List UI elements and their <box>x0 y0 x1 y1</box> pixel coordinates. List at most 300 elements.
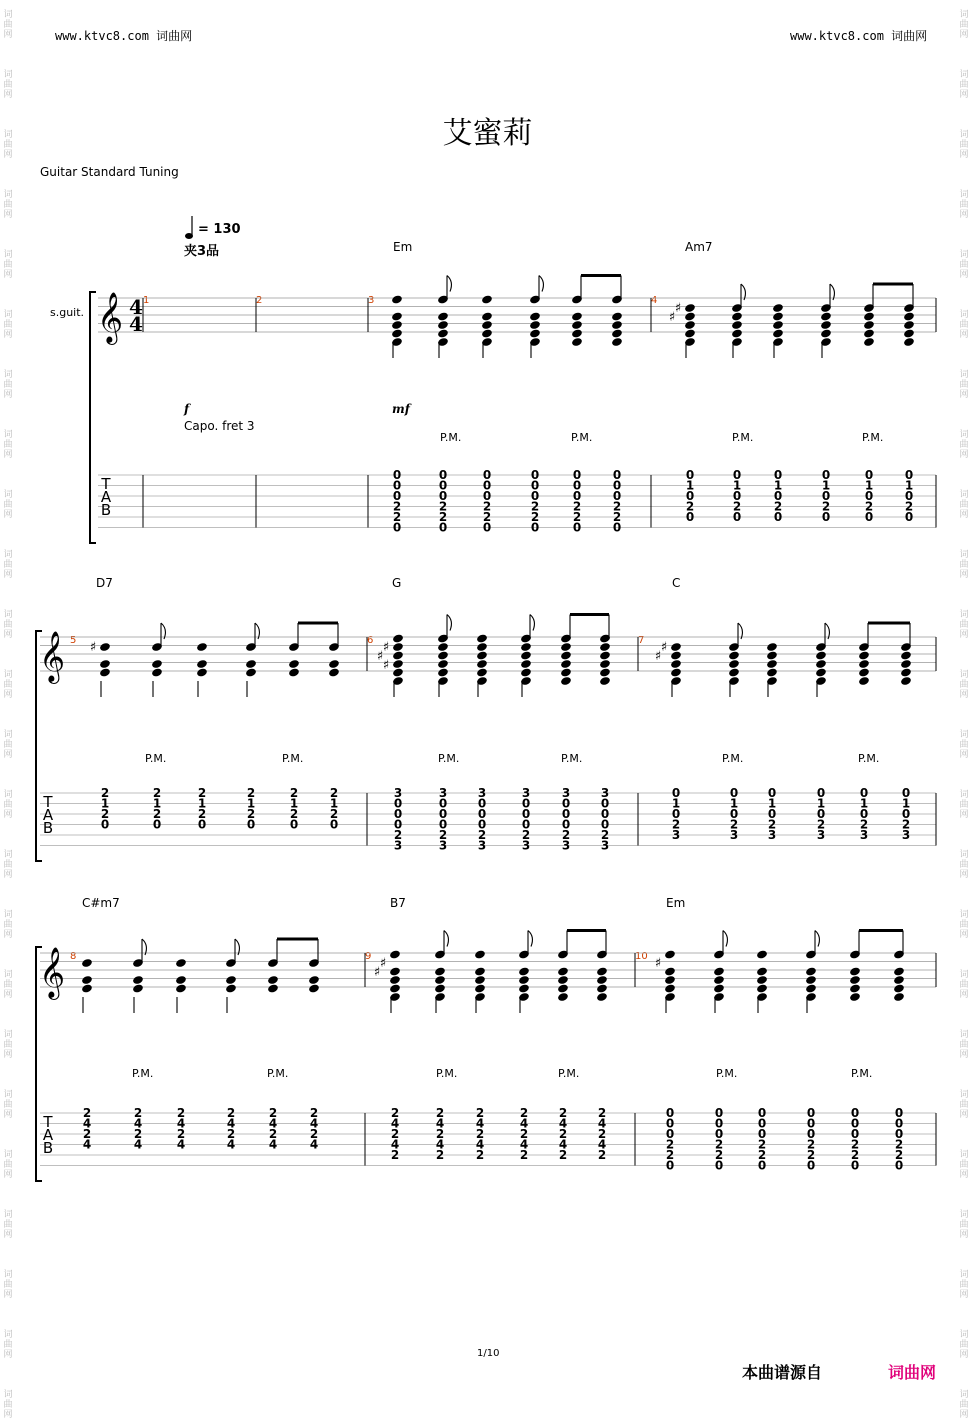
sharp-icon: ♯ <box>89 640 97 655</box>
tab-fret-number: 0 <box>521 817 531 832</box>
notehead <box>474 983 486 993</box>
tab-fret-number: 2 <box>246 786 256 800</box>
measure-number: 5 <box>70 635 77 646</box>
watermark-mark: 词 曲 网 <box>3 850 13 880</box>
sharp-icon: ♯ <box>373 965 381 980</box>
tab-fret-number: 0 <box>894 1106 904 1120</box>
watermark-mark: 词 曲 网 <box>959 730 969 760</box>
tab-fret-number: 4 <box>176 1137 186 1152</box>
tab-fret-number: 3 <box>600 838 610 853</box>
palm-mute: P.M. <box>571 431 593 444</box>
watermark-mark: 词 曲 网 <box>959 1330 969 1360</box>
notehead <box>392 650 404 660</box>
notehead <box>670 650 682 660</box>
notehead <box>520 667 532 677</box>
tab-fret-number: 0 <box>482 489 492 503</box>
notehead <box>474 966 486 976</box>
notehead <box>849 992 861 1002</box>
tab-fret-number: 0 <box>864 468 874 482</box>
tab-fret-number: 3 <box>600 786 610 800</box>
note-flag <box>539 276 543 292</box>
tab-fret-number: 0 <box>671 807 681 821</box>
tab-fret-number: 2 <box>435 1127 445 1141</box>
notehead <box>99 642 111 652</box>
tab-fret-number: 0 <box>806 1116 816 1131</box>
tab-fret-number: 2 <box>133 1106 143 1120</box>
notehead <box>766 650 778 660</box>
tab-fret-number: 0 <box>438 807 448 821</box>
tab-fret-number: 0 <box>289 817 299 832</box>
tab-fret-number: 1 <box>859 796 869 811</box>
tab-fret-number: 0 <box>773 468 783 482</box>
palm-mute: P.M. <box>862 431 884 444</box>
notehead <box>684 311 696 321</box>
tab-fret-number: 0 <box>850 1116 860 1131</box>
footer-brand[interactable]: 词曲网 <box>888 1363 937 1382</box>
tab-fret-number: 2 <box>665 1137 675 1152</box>
notehead <box>805 983 817 993</box>
tab-fret-number: 2 <box>482 510 492 524</box>
tab-fret-number: 1 <box>289 796 299 811</box>
notehead <box>308 983 320 993</box>
tab-fret-number: 0 <box>821 510 831 524</box>
tab-fret-number: 0 <box>859 786 869 800</box>
tab-fret-number: 2 <box>572 499 582 514</box>
tab-fret-number: 0 <box>392 520 402 535</box>
notehead <box>858 676 870 686</box>
measure-number: 4 <box>651 295 658 306</box>
watermark-mark: 词 曲 网 <box>959 490 969 520</box>
tab-fret-number: 0 <box>482 478 492 493</box>
tab-fret-number: 4 <box>558 1137 568 1152</box>
notehead <box>664 975 676 985</box>
tab-fret-number: 0 <box>561 796 571 811</box>
tab-fret-number: 2 <box>757 1148 767 1162</box>
tab-fret-number: 4 <box>390 1116 400 1131</box>
notehead <box>557 983 569 993</box>
notehead <box>437 667 449 677</box>
treble-clef-icon: 𝄞 <box>96 292 124 343</box>
tab-fret-number: 0 <box>572 489 582 503</box>
notehead <box>596 983 608 993</box>
palm-mute: P.M. <box>282 752 304 765</box>
capo-cn: 夹3品 <box>184 244 220 259</box>
notehead <box>684 320 696 330</box>
notehead <box>518 975 530 985</box>
notehead <box>756 975 768 985</box>
tab-letter: B <box>42 1139 54 1157</box>
notehead <box>437 642 449 652</box>
header-right[interactable]: www.ktvc8.com 词曲网 <box>790 29 928 43</box>
watermark-mark: 词 曲 网 <box>3 1090 13 1120</box>
tab-fret-number: 0 <box>561 807 571 821</box>
notehead <box>858 667 870 677</box>
watermark-mark: 词 曲 网 <box>959 370 969 400</box>
tab-fret-number: 4 <box>268 1116 278 1131</box>
notehead <box>664 966 676 976</box>
tab-fret-number: 2 <box>152 786 162 800</box>
notehead <box>476 642 488 652</box>
tab-letter: A <box>100 488 112 506</box>
notehead <box>392 667 404 677</box>
tab-fret-number: 4 <box>226 1116 236 1131</box>
notehead <box>805 975 817 985</box>
tab-fret-number: 1 <box>864 478 874 493</box>
measure-number: 9 <box>365 951 372 962</box>
notehead <box>664 949 676 959</box>
notehead <box>520 642 532 652</box>
tab-fret-number: 2 <box>558 1106 568 1120</box>
notehead <box>245 659 257 669</box>
watermark-mark: 词 曲 网 <box>3 190 13 220</box>
sharp-icon: ♯ <box>654 649 662 664</box>
tab-fret-number: 4 <box>597 1116 607 1131</box>
notehead <box>267 975 279 985</box>
tab-fret-number: 2 <box>482 499 492 514</box>
notehead <box>863 337 875 347</box>
palm-mute: P.M. <box>561 752 583 765</box>
instrument-label: s.guit. <box>50 306 85 319</box>
tab-fret-number: 0 <box>438 478 448 493</box>
chord-name: B7 <box>390 896 406 910</box>
treble-clef-icon: 𝄞 <box>38 631 66 682</box>
tab-fret-number: 2 <box>329 807 339 821</box>
measure-number: 2 <box>256 295 263 306</box>
tab-fret-number: 0 <box>850 1106 860 1120</box>
notehead <box>518 983 530 993</box>
tab-fret-number: 1 <box>901 796 911 811</box>
tab-fret-number: 0 <box>757 1106 767 1120</box>
tab-fret-number: 1 <box>152 796 162 811</box>
tab-fret-number: 0 <box>732 510 742 524</box>
tab-fret-number: 2 <box>133 1127 143 1141</box>
watermark-mark: 词 曲 网 <box>3 430 13 460</box>
tab-fret-number: 0 <box>521 807 531 821</box>
tab-fret-number: 2 <box>197 807 207 821</box>
tab-fret-number: 4 <box>133 1116 143 1131</box>
notehead <box>903 328 915 338</box>
notehead <box>820 320 832 330</box>
tab-fret-number: 2 <box>665 1148 675 1162</box>
tab-fret-number: 3 <box>561 838 571 853</box>
watermark-mark: 词 曲 网 <box>3 550 13 580</box>
sharp-icon: ♯ <box>379 956 387 971</box>
tab-fret-number: 1 <box>732 478 742 493</box>
watermark-mark: 词 曲 网 <box>959 670 969 700</box>
notehead <box>684 303 696 313</box>
tab-fret-number: 2 <box>519 1148 529 1162</box>
notehead <box>849 983 861 993</box>
notehead <box>560 676 572 686</box>
notehead <box>529 328 541 338</box>
notehead <box>766 659 778 669</box>
tab-fret-number: 3 <box>767 828 777 842</box>
notehead <box>392 642 404 652</box>
tab-fret-number: 4 <box>176 1116 186 1131</box>
tab-fret-number: 2 <box>477 828 487 842</box>
note-flag <box>447 276 451 292</box>
watermark-mark: 词 曲 网 <box>3 1030 13 1060</box>
tab-fret-number: 2 <box>392 510 402 524</box>
tab-fret-number: 0 <box>729 807 739 821</box>
tab-fret-number: 0 <box>773 510 783 524</box>
tab-fret-number: 0 <box>600 807 610 821</box>
notehead <box>437 320 449 330</box>
tab-fret-number: 4 <box>390 1137 400 1152</box>
notehead <box>756 966 768 976</box>
notehead <box>756 983 768 993</box>
tab-fret-number: 0 <box>904 468 914 482</box>
watermark-mark: 词 曲 网 <box>959 550 969 580</box>
notehead <box>225 983 237 993</box>
note-flag <box>528 931 532 947</box>
tab-letter: B <box>42 819 54 837</box>
notehead <box>476 650 488 660</box>
notehead <box>132 983 144 993</box>
header-left[interactable]: www.ktvc8.com 词曲网 <box>55 29 193 43</box>
tab-fret-number: 2 <box>521 828 531 842</box>
tab-fret-number: 2 <box>558 1148 568 1162</box>
watermark-mark: 词 曲 网 <box>959 70 969 100</box>
notehead <box>175 983 187 993</box>
tab-fret-number: 2 <box>821 499 831 514</box>
tab-fret-number: 3 <box>393 786 403 800</box>
tab-fret-number: 2 <box>806 1148 816 1162</box>
tab-fret-number: 0 <box>904 489 914 503</box>
notehead <box>267 983 279 993</box>
notehead <box>599 642 611 652</box>
notehead <box>900 650 912 660</box>
tab-fret-number: 0 <box>393 807 403 821</box>
notehead <box>670 659 682 669</box>
notehead <box>481 328 493 338</box>
notehead <box>196 667 208 677</box>
notehead <box>766 642 778 652</box>
notehead <box>815 659 827 669</box>
tab-fret-number: 3 <box>477 786 487 800</box>
tab-fret-number: 1 <box>816 796 826 811</box>
measure-number: 6 <box>367 635 374 646</box>
tab-fret-number: 4 <box>435 1137 445 1152</box>
notehead <box>476 667 488 677</box>
notehead <box>903 320 915 330</box>
tab-fret-number: 2 <box>268 1106 278 1120</box>
tab-fret-number: 1 <box>671 796 681 811</box>
tab-fret-number: 0 <box>152 817 162 832</box>
notehead <box>99 659 111 669</box>
tab-fret-number: 2 <box>246 807 256 821</box>
palm-mute: P.M. <box>558 1067 580 1080</box>
tab-fret-number: 0 <box>732 468 742 482</box>
notehead <box>805 966 817 976</box>
notehead <box>849 966 861 976</box>
watermark-mark: 词 曲 网 <box>3 370 13 400</box>
tab-fret-number: 1 <box>729 796 739 811</box>
tab-fret-number: 0 <box>850 1127 860 1141</box>
tab-letter: T <box>43 793 53 811</box>
tab-fret-number: 1 <box>246 796 256 811</box>
watermark-mark: 词 曲 网 <box>3 610 13 640</box>
measure-number: 8 <box>70 951 77 962</box>
notehead <box>571 337 583 347</box>
tab-fret-number: 2 <box>597 1127 607 1141</box>
tab-fret-number: 2 <box>176 1127 186 1141</box>
tab-fret-number: 0 <box>714 1116 724 1131</box>
note-flag <box>530 615 534 631</box>
tab-fret-number: 0 <box>767 786 777 800</box>
notehead <box>599 659 611 669</box>
tab-fret-number: 2 <box>850 1148 860 1162</box>
tab-fret-number: 2 <box>572 510 582 524</box>
tab-fret-number: 0 <box>612 468 622 482</box>
notehead <box>611 328 623 338</box>
watermark-mark: 词 曲 网 <box>959 1150 969 1180</box>
tab-fret-number: 2 <box>289 807 299 821</box>
time-signature-bottom: 4 <box>129 312 143 336</box>
tab-fret-number: 2 <box>438 510 448 524</box>
tab-fret-number: 2 <box>475 1106 485 1120</box>
tab-fret-number: 2 <box>475 1127 485 1141</box>
tab-fret-number: 0 <box>894 1116 904 1131</box>
sharp-icon: ♯ <box>376 649 384 664</box>
tab-fret-number: 2 <box>612 499 622 514</box>
notehead <box>196 642 208 652</box>
notehead <box>434 975 446 985</box>
tab-fret-number: 2 <box>806 1137 816 1152</box>
tab-fret-number: 0 <box>530 489 540 503</box>
footer-source: 本曲谱源自 <box>742 1363 823 1382</box>
tab-fret-number: 2 <box>561 828 571 842</box>
tab-fret-number: 1 <box>904 478 914 493</box>
palm-mute: P.M. <box>145 752 167 765</box>
tab-fret-number: 0 <box>864 489 874 503</box>
watermark-mark: 词 曲 网 <box>959 790 969 820</box>
tab-fret-number: 0 <box>806 1106 816 1120</box>
tab-fret-number: 2 <box>816 817 826 832</box>
tab-fret-number: 2 <box>671 817 681 832</box>
notehead <box>858 650 870 660</box>
watermark-mark: 词 曲 网 <box>3 970 13 1000</box>
tab-fret-number: 0 <box>767 807 777 821</box>
tempo-value: = 130 <box>198 222 241 237</box>
palm-mute: P.M. <box>858 752 880 765</box>
watermark-mark: 词 曲 网 <box>959 190 969 220</box>
measure-number: 10 <box>635 951 648 962</box>
tab-fret-number: 0 <box>530 520 540 535</box>
notehead <box>893 966 905 976</box>
tab-fret-number: 2 <box>197 786 207 800</box>
notehead <box>196 659 208 669</box>
palm-mute: P.M. <box>851 1067 873 1080</box>
song-title: 艾蜜莉 <box>442 116 533 151</box>
tab-fret-number: 0 <box>438 796 448 811</box>
notehead <box>713 966 725 976</box>
tab-fret-number: 3 <box>729 828 739 842</box>
watermark-mark: 词 曲 网 <box>3 790 13 820</box>
time-signature-top: 4 <box>129 295 143 319</box>
notehead <box>560 659 572 669</box>
tab-fret-number: 2 <box>612 510 622 524</box>
notehead <box>389 966 401 976</box>
notehead <box>81 958 93 968</box>
tab-fret-number: 0 <box>572 520 582 535</box>
tab-fret-number: 2 <box>393 828 403 842</box>
tab-fret-number: 0 <box>246 817 256 832</box>
tab-fret-number: 0 <box>665 1116 675 1131</box>
notehead <box>863 328 875 338</box>
tab-fret-number: 0 <box>732 489 742 503</box>
tab-fret-number: 0 <box>816 807 826 821</box>
tab-fret-number: 1 <box>329 796 339 811</box>
note-flag <box>815 931 819 947</box>
tab-fret-number: 0 <box>714 1158 724 1173</box>
watermark-mark: 词 曲 网 <box>3 1210 13 1240</box>
sharp-icon: ♯ <box>668 310 676 325</box>
notehead <box>684 328 696 338</box>
tab-fret-number: 2 <box>597 1106 607 1120</box>
sharp-icon: ♯ <box>382 658 390 673</box>
tab-fret-number: 0 <box>757 1158 767 1173</box>
notehead <box>132 975 144 985</box>
watermark-mark: 词 曲 网 <box>3 1150 13 1180</box>
tab-fret-number: 2 <box>901 817 911 832</box>
tab-fret-number: 4 <box>133 1137 143 1152</box>
tab-fret-number: 3 <box>521 838 531 853</box>
watermark-mark: 词 曲 网 <box>959 130 969 160</box>
tab-fret-number: 1 <box>773 478 783 493</box>
tab-fret-number: 3 <box>438 838 448 853</box>
tuning-label: Guitar Standard Tuning <box>40 165 179 179</box>
notehead <box>611 320 623 330</box>
dynamic-mf: mf <box>392 402 410 416</box>
tab-fret-number: 3 <box>477 838 487 853</box>
measure-number: 1 <box>143 295 150 306</box>
tab-fret-number: 0 <box>612 478 622 493</box>
tab-fret-number: 1 <box>100 796 110 811</box>
tab-fret-number: 3 <box>438 786 448 800</box>
notehead <box>815 667 827 677</box>
notehead <box>900 659 912 669</box>
notehead <box>571 320 583 330</box>
palm-mute: P.M. <box>716 1067 738 1080</box>
tab-fret-number: 2 <box>390 1127 400 1141</box>
notehead <box>288 659 300 669</box>
chord-name: Em <box>666 896 686 910</box>
tab-fret-number: 4 <box>475 1137 485 1152</box>
tab-fret-number: 0 <box>600 796 610 811</box>
tab-fret-number: 0 <box>477 796 487 811</box>
notehead <box>596 966 608 976</box>
tab-fret-number: 2 <box>519 1127 529 1141</box>
tab-fret-number: 0 <box>561 817 571 832</box>
notehead <box>611 311 623 321</box>
tab-fret-number: 2 <box>329 786 339 800</box>
tab-fret-number: 0 <box>612 520 622 535</box>
notehead <box>474 949 486 959</box>
sharp-icon: ♯ <box>654 956 662 971</box>
watermark-mark: 词 曲 网 <box>3 310 13 340</box>
tab-fret-number: 0 <box>806 1158 816 1173</box>
notehead <box>728 667 740 677</box>
note-flag <box>723 931 727 947</box>
tab-fret-number: 2 <box>475 1148 485 1162</box>
notehead <box>664 983 676 993</box>
notehead <box>391 311 403 321</box>
notehead <box>560 642 572 652</box>
tab-fret-number: 2 <box>289 786 299 800</box>
tab-fret-number: 0 <box>530 468 540 482</box>
watermark-mark: 词 曲 网 <box>959 1090 969 1120</box>
